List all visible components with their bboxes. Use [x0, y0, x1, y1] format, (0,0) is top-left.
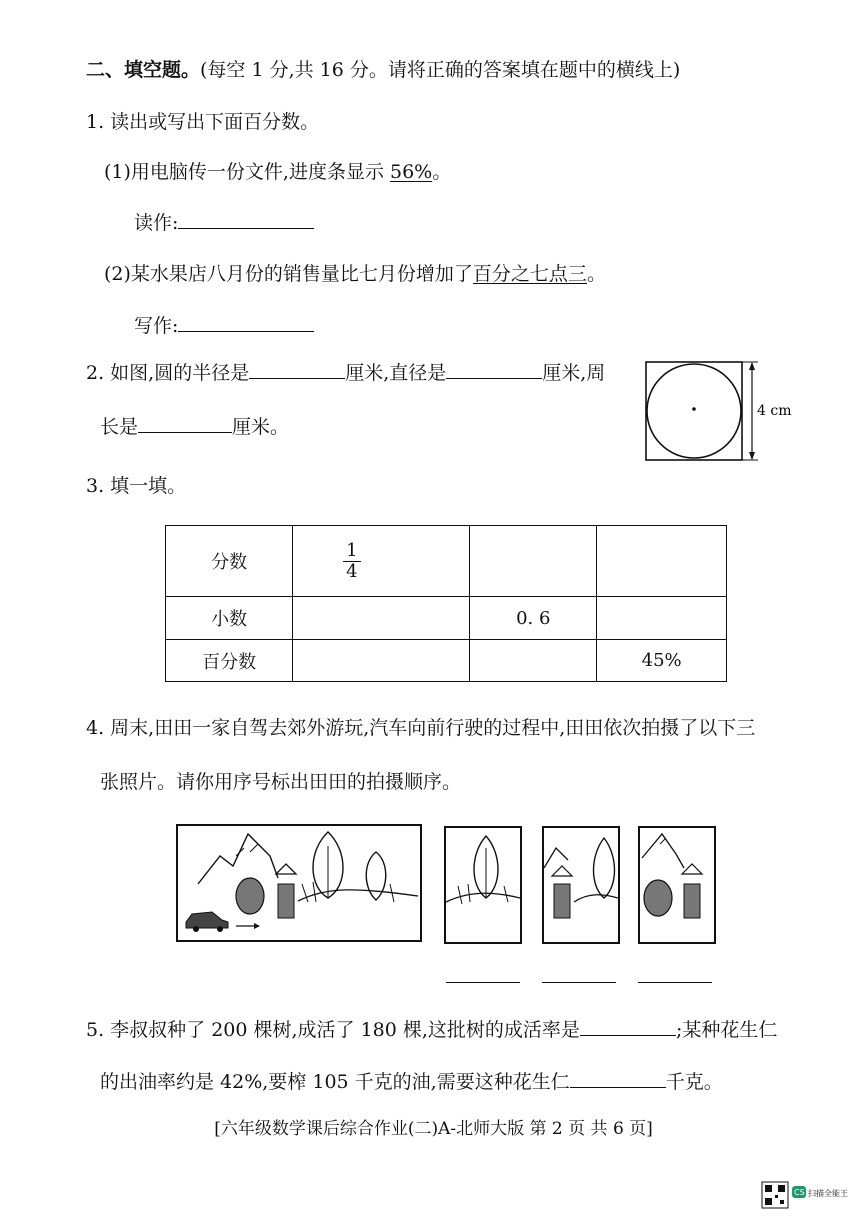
q1-part2-text: (2)某水果店八月份的销售量比七月份增加了 [104, 263, 473, 285]
section-title: 二、填空题。 [86, 59, 201, 81]
q1-write-row [134, 313, 314, 338]
q2-text-e: 厘米。 [232, 416, 290, 438]
table-cell[interactable] [597, 526, 727, 597]
table-cell[interactable] [597, 597, 727, 640]
read-answer-blank[interactable] [178, 210, 314, 229]
photo-1 [444, 826, 522, 944]
q2-text-d: 长是 [100, 416, 139, 438]
q1-read-row [134, 210, 314, 235]
q2-text-c: 厘米,周 [542, 362, 606, 384]
table-cell[interactable] [470, 640, 597, 682]
q1-part1 [104, 160, 451, 184]
scene-overview-picture [176, 824, 422, 942]
small-tree-icon [366, 852, 386, 900]
q2-line2 [100, 414, 289, 439]
square-outline [646, 362, 742, 460]
q2-line1 [86, 360, 605, 385]
q1-part1-value: 56% [390, 161, 433, 183]
row-label: 分数 [166, 526, 293, 597]
q4-line1: 4. 周末,田田一家自驾去郊外游玩,汽车向前行驶的过程中,田田依次拍摄了以下三 [86, 717, 756, 739]
section-heading [86, 58, 680, 82]
order-blank-3[interactable] [638, 982, 712, 983]
fraction-cell [293, 526, 470, 597]
q4-line2: 张照片。请你用序号标出田田的拍摄顺序。 [100, 771, 462, 793]
tower-icon [554, 884, 570, 918]
tower-icon [684, 884, 700, 918]
circle-center-dot [692, 407, 696, 411]
q5-text-d: 千克。 [665, 1071, 723, 1093]
q5-text-b: ;某种花生仁 [675, 1019, 778, 1041]
circle-in-square-figure [640, 358, 800, 468]
tower-roof-icon [276, 864, 296, 874]
radius-blank[interactable] [249, 360, 345, 379]
write-answer-blank[interactable] [178, 313, 314, 332]
tower-roof-icon [552, 866, 572, 876]
svg-text:CS: CS [794, 1188, 805, 1197]
photo-2 [542, 826, 620, 944]
q5-line2 [100, 1069, 723, 1094]
q2-text-a: 2. 如图,圆的半径是 [86, 362, 250, 384]
table-row-fraction [166, 526, 727, 597]
photo-3 [638, 826, 716, 944]
page-footer: [六年级数学课后综合作业(二)A-北师大版 第 2 页 共 6 页] [214, 1119, 653, 1139]
car-icon [186, 912, 228, 928]
tower-icon [278, 884, 294, 918]
scanner-badge [760, 1180, 860, 1210]
boulder-icon [236, 878, 264, 914]
q3-stem: 3. 填一填。 [86, 475, 187, 497]
dimension-label: 4 cm [757, 403, 792, 419]
survival-rate-blank[interactable] [580, 1017, 676, 1036]
tower-roof-icon [682, 864, 702, 874]
row-label: 百分数 [166, 640, 293, 682]
fraction-one-quarter: $\frac{1}{4}$ [343, 541, 360, 582]
row-label: 小数 [166, 597, 293, 640]
table-cell[interactable] [470, 526, 597, 597]
conversion-table [165, 525, 727, 682]
circle-outline [647, 364, 741, 458]
order-blank-1[interactable] [446, 982, 520, 983]
q1-part2 [104, 262, 606, 286]
table-cell[interactable] [293, 640, 470, 682]
table-row-percent [166, 640, 727, 682]
q5-text-c: 的出油率约是 42%,要榨 105 千克的油,需要这种花生仁 [100, 1071, 570, 1093]
q1-stem: 1. 读出或写出下面百分数。 [86, 111, 320, 133]
tree-icon [594, 838, 615, 898]
dimension-arrow-up-icon [749, 362, 755, 370]
boulder-icon [644, 880, 672, 916]
table-cell: 45% [597, 640, 727, 682]
table-cell: 0. 6 [470, 597, 597, 640]
diameter-blank[interactable] [446, 360, 542, 379]
order-blank-2[interactable] [542, 982, 616, 983]
section-note: (每空 1 分,共 16 分。请将正确的答案填在题中的横线上) [200, 59, 681, 81]
q1-part1-text: (1)用电脑传一份文件,进度条显示 [104, 161, 390, 183]
dimension-arrow-down-icon [749, 452, 755, 460]
scanner-name: 扫描全能王 [808, 1189, 848, 1198]
q5-line1 [86, 1017, 777, 1042]
circumference-blank[interactable] [138, 414, 232, 433]
peanut-weight-blank[interactable] [570, 1069, 666, 1088]
write-label: 写作: [134, 315, 179, 337]
table-cell[interactable] [293, 597, 470, 640]
q2-text-b: 厘米,直径是 [345, 362, 447, 384]
table-row-decimal [166, 597, 727, 640]
q5-text-a: 5. 李叔叔种了 200 棵树,成活了 180 棵,这批树的成活率是 [86, 1019, 580, 1041]
q1-part2-value: 百分之七点三 [472, 263, 587, 285]
q1-part1-suffix: 。 [432, 161, 452, 183]
q1-part2-suffix: 。 [586, 263, 606, 285]
read-label: 读作: [134, 212, 179, 234]
